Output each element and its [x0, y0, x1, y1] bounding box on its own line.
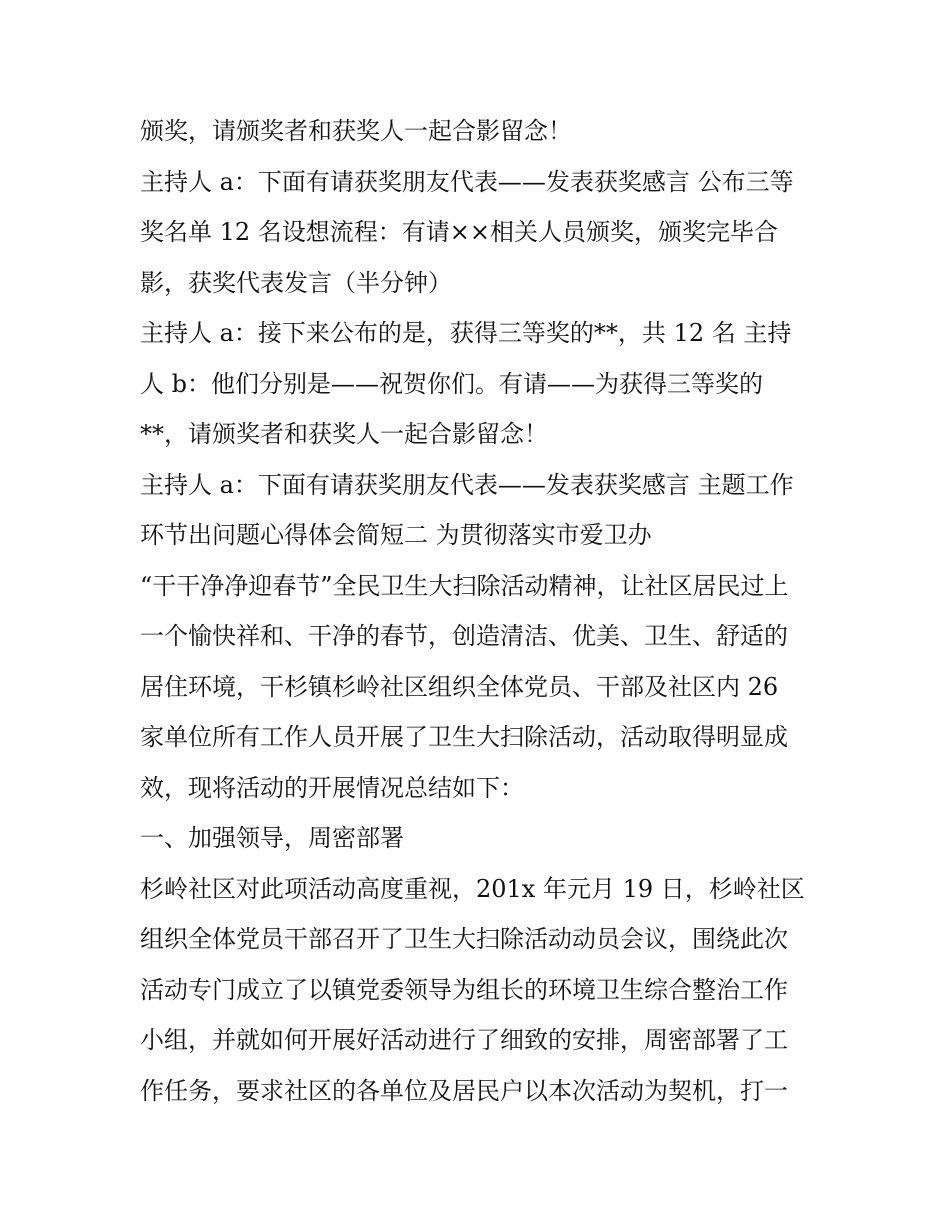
text-line: **，请颁奖者和获奖人一起合影留念！	[140, 420, 548, 448]
text-line: 家单位所有工作人员开展了卫生大扫除活动，活动取得明显成	[140, 723, 788, 751]
text-line: 居住环境，干杉镇杉岭社区组织全体党员、干部及社区内 26	[140, 672, 779, 701]
text-line: 环节出问题心得体会简短二 为贯彻落实市爱卫办	[140, 521, 652, 549]
text-line: 人 b：他们分别是——祝贺你们。有请——为获得三等奖的	[140, 369, 763, 398]
text-line: 作任务，要求社区的各单位及居民户以本次活动为契机，打一	[140, 1076, 788, 1105]
section-heading: 一、加强领导，周密部署	[140, 824, 404, 852]
text-line: 主持人 a：下面有请获奖朋友代表——发表获奖感言 主题工作	[140, 470, 794, 499]
text-line: “干干净净迎春节”全民卫生大扫除活动精神，让社区居民过上	[140, 571, 789, 600]
text-line: 杉岭社区对此项活动高度重视，201x 年元月 19 日，杉岭社区	[140, 874, 805, 903]
document-body	[140, 106, 820, 1116]
text-line: 活动专门成立了以镇党委领导为组长的环境卫生综合整治工作	[140, 975, 788, 1004]
text-line: 影，获奖代表发言（半分钟）	[140, 268, 452, 297]
text-line: 主持人 a：下面有请获奖朋友代表——发表获奖感言 公布三等	[140, 167, 794, 196]
text-line: 组织全体党员干部召开了卫生大扫除活动动员会议，围绕此次	[140, 925, 788, 953]
text-line: 颁奖，请颁奖者和获奖人一起合影留念！	[140, 117, 572, 145]
text-line: 一个愉快祥和、干净的春节，创造清洁、优美、卫生、舒适的	[140, 622, 788, 650]
text-line: 主持人 a：接下来公布的是，获得三等奖的**，共 12 名 主持	[140, 319, 792, 347]
text-line: 小组，并就如何开展好活动进行了细致的安排，周密部署了工	[140, 1026, 788, 1054]
text-line: 奖名单 12 名设想流程：有请××相关人员颁奖，颁奖完毕合	[140, 218, 779, 246]
text-line: 效，现将活动的开展情况总结如下：	[140, 773, 524, 802]
